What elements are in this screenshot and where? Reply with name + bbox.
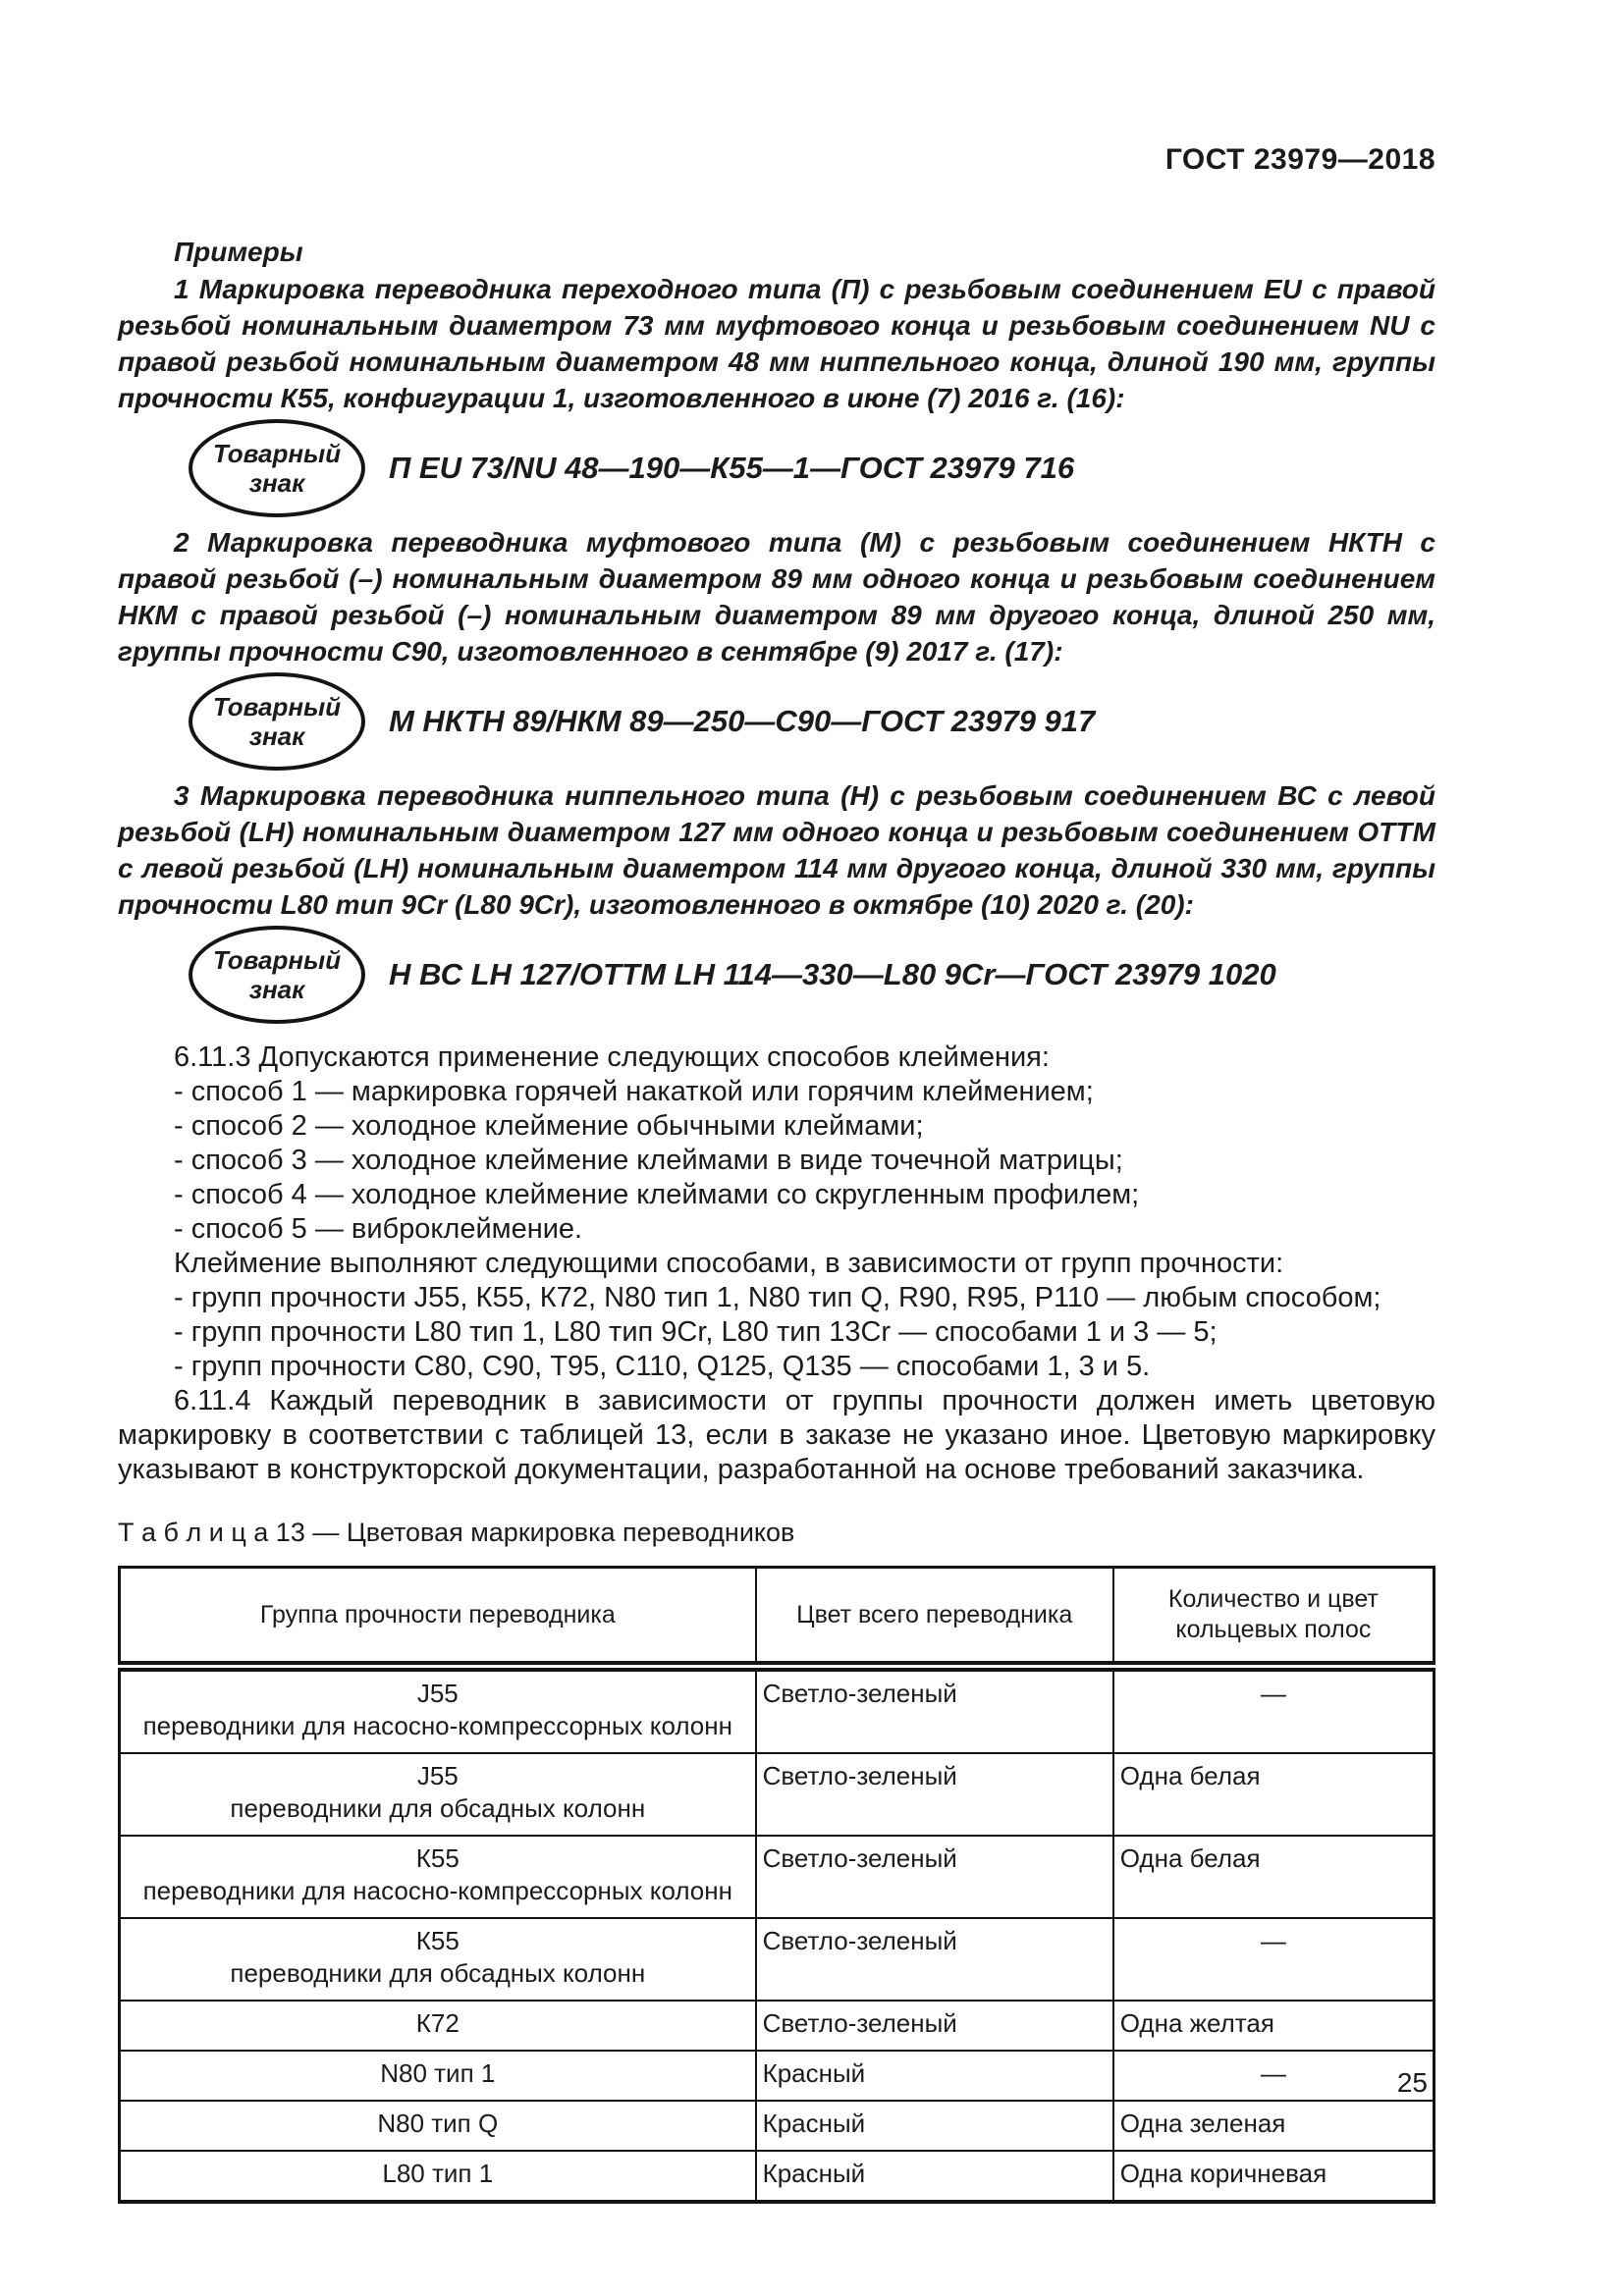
table-row: [120, 1918, 1435, 2001]
table-row: [120, 2101, 1435, 2151]
table-row: [120, 2001, 1435, 2051]
trademark-label: Товарный знак: [212, 692, 342, 751]
marking-row-2: [189, 671, 1435, 772]
cell-group: [120, 1836, 756, 1918]
cell-group: [120, 2151, 756, 2202]
marking-code-3: Н ВС LH 127/ОТТМ LH 114—330—L80 9Cr—ГОСТ 23979 1020: [389, 957, 1276, 991]
cell-color: Красный: [756, 2051, 1113, 2101]
clause-line: - способ 5 — виброклеймение.: [174, 1213, 583, 1245]
trademark-label: Товарный знак: [212, 945, 342, 1004]
table-header: [120, 1568, 1435, 1667]
page-number: 25: [1396, 2067, 1428, 2098]
marking-code-2: М НКТН 89/НКМ 89—250—С90—ГОСТ 23979 917: [389, 704, 1096, 738]
clause-line: 6.11.3 Допускаются применение следующих способов клеймения:: [174, 1041, 1050, 1073]
table-row: [120, 1753, 1435, 1836]
trademark-oval: [189, 926, 365, 1024]
cell-color: Светло-зеленый: [756, 2001, 1113, 2051]
cell-bands: Одна коричневая: [1113, 2151, 1435, 2202]
table-row: [120, 1836, 1435, 1918]
clause-line: - групп прочности J55, К55, К72, N80 тип 1, N80 тип Q, R90, R95, Р110 — любым способом;: [174, 1282, 1381, 1313]
cell-group: [120, 1667, 756, 1754]
group-code: J55: [416, 1679, 459, 1708]
group-code: L80 тип 1: [382, 2159, 494, 2188]
table-row: [120, 2151, 1435, 2202]
cell-group: [120, 2001, 756, 2051]
trademark-label: Товарный знак: [212, 439, 342, 498]
group-code: N80 тип Q: [377, 2109, 499, 2138]
table-body: [120, 1667, 1435, 2203]
cell-bands: Одна белая: [1113, 1753, 1435, 1836]
column-header-group: Группа прочности переводника: [120, 1568, 756, 1667]
group-code: J55: [416, 1761, 459, 1790]
cell-bands: Одна белая: [1113, 1836, 1435, 1918]
cell-bands: —: [1113, 1667, 1435, 1754]
cell-bands: Одна зеленая: [1113, 2101, 1435, 2151]
examples-title: Примеры: [174, 237, 303, 267]
group-desc: переводники для обсадных колонн: [230, 1793, 646, 1823]
trademark-oval: [189, 419, 365, 517]
page-content: [118, 234, 1435, 2204]
table-row: [120, 2051, 1435, 2101]
marking-row-3: [189, 925, 1435, 1025]
clause-6-11-4: 6.11.4 Каждый переводник в зависимости от группы прочности должен иметь цветовую маркировку в соответствии с таблицей 13, если в заказе не указано иное. Цветовую маркировку указывают в конструкторской документации, разработанной на основе требований заказчика.: [118, 1385, 1435, 1485]
cell-color: Светло-зеленый: [756, 1918, 1113, 2001]
cell-color: Светло-зеленый: [756, 1667, 1113, 1754]
cell-group: [120, 2101, 756, 2151]
column-header-bands: Количество и цвет кольцевых полос: [1113, 1568, 1435, 1667]
clause-line: Клеймение выполняют следующими способами, в зависимости от групп прочности:: [174, 1248, 1284, 1279]
clause-line: - групп прочности L80 тип 1, L80 тип 9Cr, L80 тип 13Cr — способами 1 и 3 — 5;: [174, 1316, 1218, 1348]
clause-line: - способ 4 — холодное клеймение клеймами со скругленным профилем;: [174, 1179, 1140, 1210]
group-desc: переводники для обсадных колонн: [230, 1958, 646, 1988]
group-desc: переводники для насосно-компрессорных колонн: [142, 1876, 732, 1905]
clause-6-11-3: [118, 1041, 1435, 1384]
cell-bands: —: [1113, 1918, 1435, 2001]
table-header-row: [120, 1568, 1435, 1667]
cell-color: Светло-зеленый: [756, 1836, 1113, 1918]
color-marking-table: [118, 1566, 1435, 2204]
table-row: [120, 1667, 1435, 1754]
marking-code-1: П EU 73/NU 48—190—К55—1—ГОСТ 23979 716: [389, 451, 1075, 485]
standard-number: ГОСТ 23979—2018: [1164, 143, 1435, 176]
cell-bands: —: [1113, 2051, 1435, 2101]
clause-line: - способ 3 — холодное клеймение клеймами в виде точечной матрицы;: [174, 1145, 1123, 1176]
cell-bands: Одна желтая: [1113, 2001, 1435, 2051]
cell-color: Красный: [756, 2151, 1113, 2202]
clause-line: - групп прочности С80, С90, Т95, С110, Q125, Q135 — способами 1, 3 и 5.: [174, 1351, 1151, 1382]
group-code: N80 тип 1: [380, 2058, 496, 2088]
group-code: К55: [415, 1843, 460, 1873]
group-desc: переводники для насосно-компрессорных колонн: [142, 1711, 732, 1740]
trademark-oval: [189, 672, 365, 771]
example-2-text: 2 Маркировка переводника муфтового типа (М) с резьбовым соединением НКТН с правой резьбой (–) номинальным диаметром 89 мм одного конца и резьбовым соединением НКМ с правой резьбой (–) номинальным диаметром 89 мм другого конца, длиной 250 мм, группы прочности С90, изготовленного в сентябре (9) 2017 г. (17):: [118, 527, 1435, 667]
table-13-caption: Т а б л и ц а 13 — Цветовая маркировка переводников: [118, 1518, 795, 1547]
cell-color: Светло-зеленый: [756, 1753, 1113, 1836]
cell-color: Красный: [756, 2101, 1113, 2151]
clause-line: - способ 2 — холодное клеймение обычными клеймами;: [174, 1110, 924, 1142]
marking-row-1: [189, 418, 1435, 518]
cell-group: [120, 1753, 756, 1836]
column-header-color: Цвет всего переводника: [756, 1568, 1113, 1667]
group-code: К55: [415, 1926, 460, 1955]
example-3-text: 3 Маркировка переводника ниппельного типа (Н) с резьбовым соединением ВС с левой резьбой (LH) номинальным диаметром 127 мм одного конца и резьбовым соединением ОТТМ с левой резьбой (LH) номинальным диаметром 114 мм другого конца, длиной 330 мм, группы прочности L80 тип 9Cr (L80 9Cr), изготовленного в октябре (10) 2020 г. (20):: [118, 780, 1435, 920]
group-code: К72: [415, 2008, 460, 2038]
example-1-text: 1 Маркировка переводника переходного типа (П) с резьбовым соединением EU с правой резьбой номинальным диаметром 73 мм муфтового конца и резьбовым соединением NU с правой резьбой номинальным диаметром 48 мм ниппельного конца, длиной 190 мм, группы прочности К55, конфигурации 1, изготовленного в июне (7) 2016 г. (16):: [118, 274, 1435, 413]
cell-group: [120, 2051, 756, 2101]
clause-line: - способ 1 — маркировка горячей накаткой или горячим клеймением;: [174, 1076, 1094, 1107]
cell-group: [120, 1918, 756, 2001]
